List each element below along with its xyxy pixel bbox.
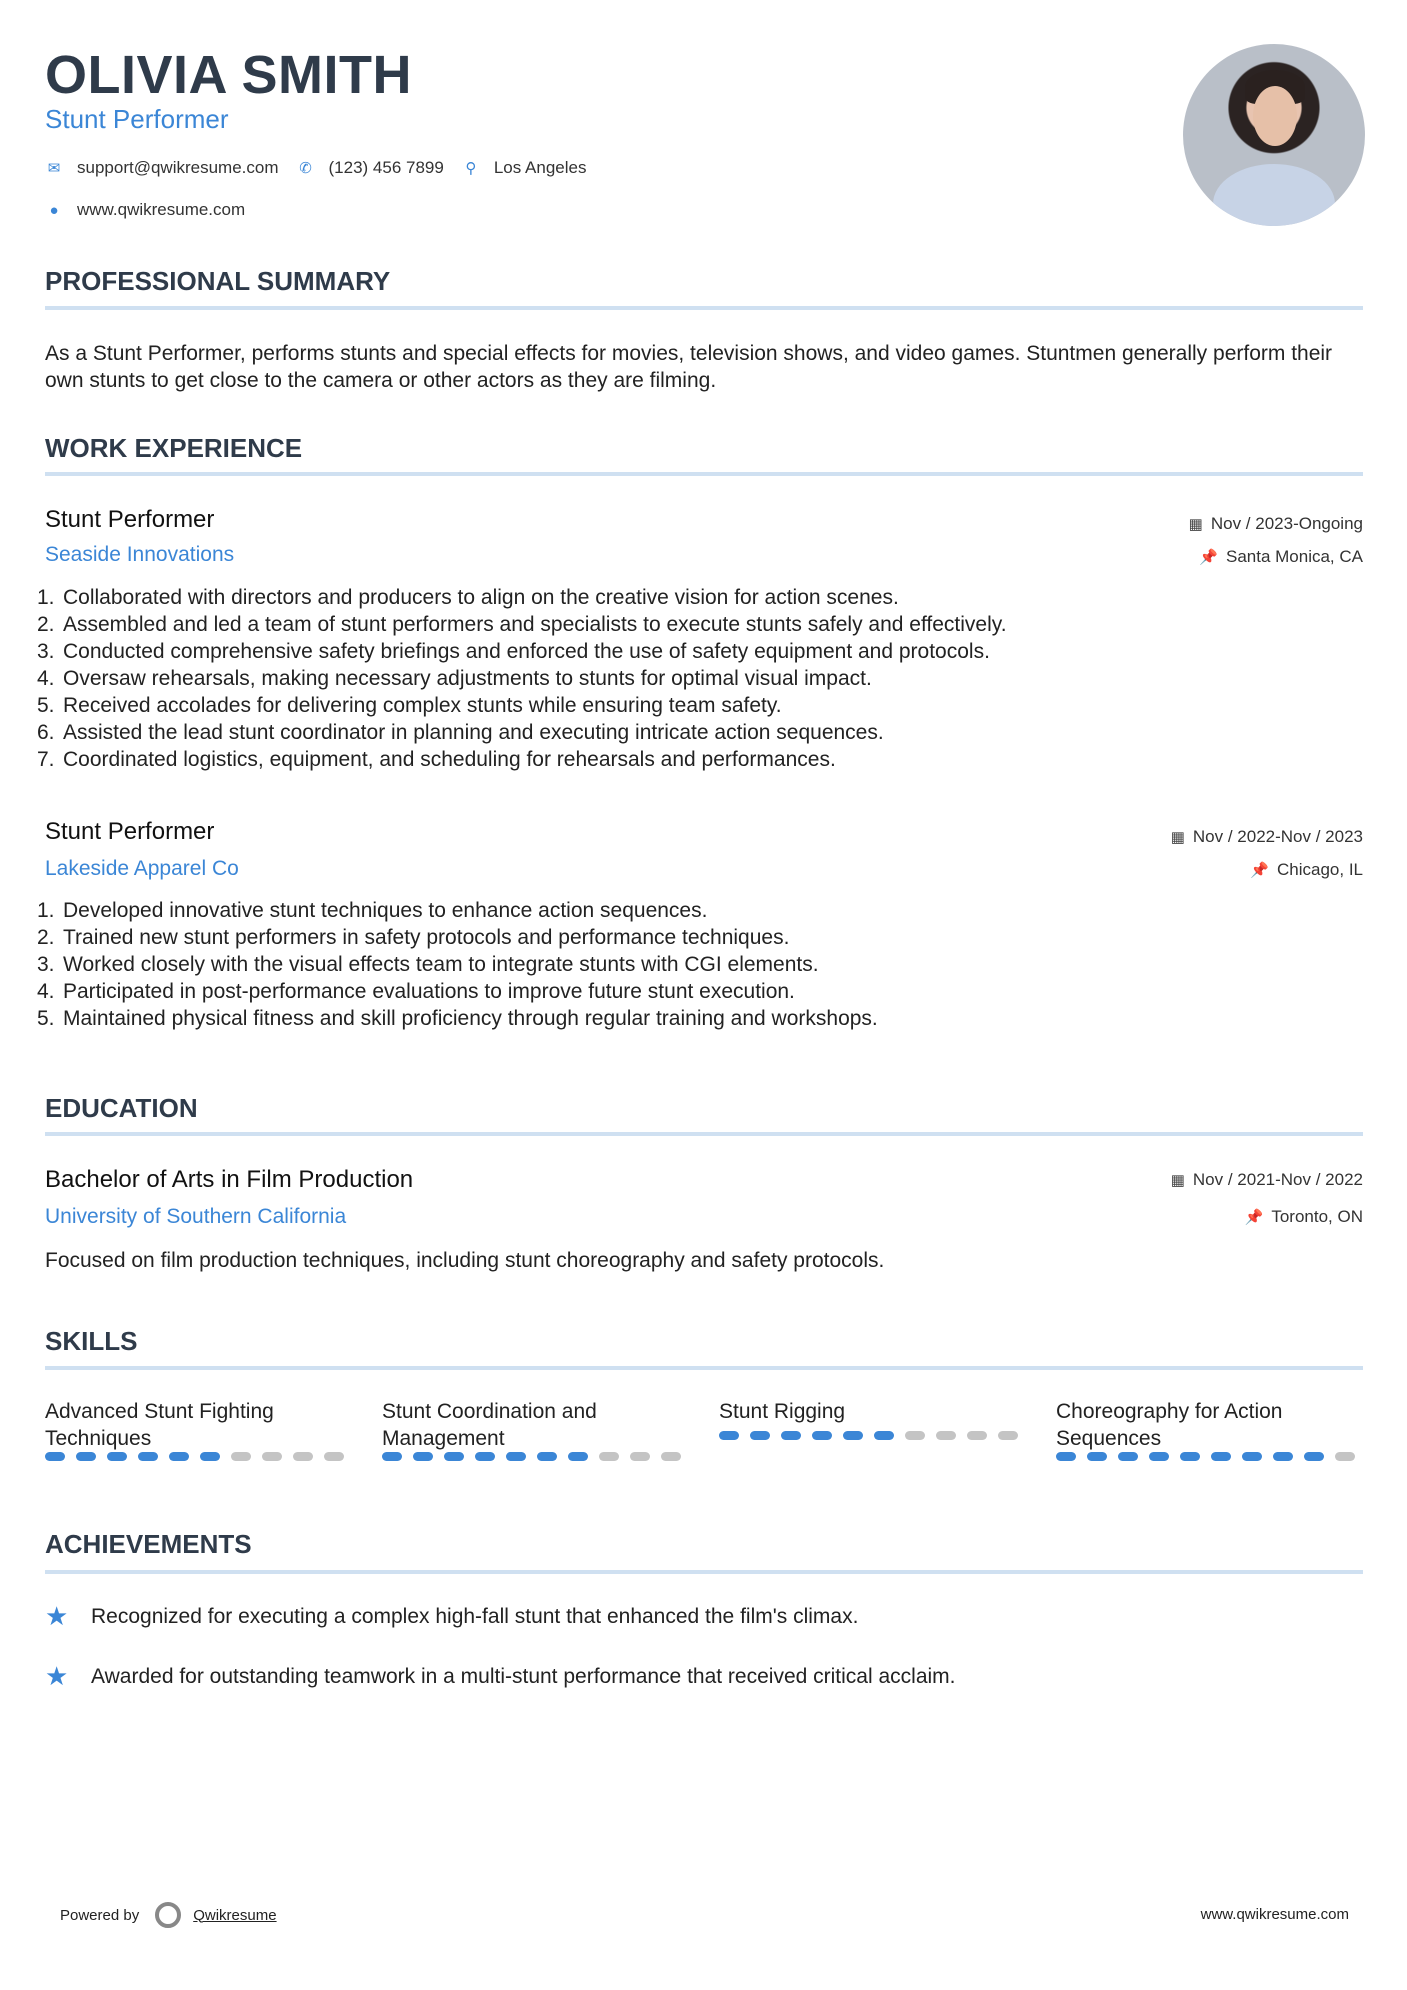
- edu-location: [1245, 1207, 1363, 1227]
- skill-level: [1056, 1452, 1356, 1461]
- footer-website[interactable]: www.qwikresume.com: [1200, 1906, 1349, 1923]
- skills-heading: SKILLS: [45, 1326, 138, 1356]
- profile-photo: [1183, 44, 1365, 226]
- skill-dot: [1087, 1452, 1107, 1461]
- skill-dot: [936, 1431, 956, 1440]
- skill-name: Advanced Stunt Fighting Techniques: [45, 1400, 274, 1450]
- education-heading: EDUCATION: [45, 1093, 198, 1123]
- work-heading: WORK EXPERIENCE: [45, 433, 303, 463]
- location-text: Toronto, ON: [1271, 1207, 1363, 1226]
- skill-item: [45, 1398, 345, 1461]
- skill-item: [719, 1398, 1019, 1440]
- candidate-title: Stunt Performer: [45, 104, 229, 134]
- skill-dot: [599, 1452, 619, 1461]
- edu-dates: [1171, 1170, 1363, 1190]
- skill-dot: [843, 1431, 863, 1440]
- qwikresume-logo-icon: [155, 1902, 181, 1928]
- dates-text: Nov / 2021-Nov / 2022: [1192, 1170, 1363, 1189]
- skill-dot: [630, 1452, 650, 1461]
- skill-dot: [138, 1452, 158, 1461]
- phone-icon: ✆: [299, 160, 312, 177]
- skill-dot: [444, 1452, 464, 1461]
- job-title: Stunt Performer: [45, 506, 215, 533]
- star-icon: ★: [45, 1661, 69, 1691]
- location-text: Chicago, IL: [1277, 860, 1363, 879]
- dates-text: Nov / 2022-Nov / 2023: [1192, 827, 1363, 846]
- achievements-heading: ACHIEVEMENTS: [45, 1529, 252, 1559]
- skill-level: [719, 1431, 1019, 1440]
- skill-dot: [719, 1431, 739, 1440]
- divider: [45, 472, 1363, 476]
- skill-dot: [967, 1431, 987, 1440]
- achievement-item: [45, 1601, 858, 1632]
- skill-dot: [231, 1452, 251, 1461]
- job-company: Seaside Innovations: [45, 543, 235, 566]
- achievement-item: [45, 1661, 956, 1692]
- globe-icon: ●: [49, 201, 59, 219]
- skill-dot: [1118, 1452, 1138, 1461]
- divider: [45, 1132, 1363, 1136]
- list-item: 4. Participated in post-performance evaluations to improve future stunt execution.: [37, 980, 795, 1003]
- list-item: 1. Collaborated with directors and producers to align on the creative vision for action scenes.: [37, 586, 899, 609]
- skill-dot: [537, 1452, 557, 1461]
- job-location: [1250, 860, 1363, 880]
- job-title: Stunt Performer: [45, 818, 215, 845]
- divider: [45, 1366, 1363, 1370]
- skill-dot: [812, 1431, 832, 1440]
- skill-dot: [998, 1431, 1018, 1440]
- skill-dot: [661, 1452, 681, 1461]
- skill-dot: [45, 1452, 65, 1461]
- location-text: Santa Monica, CA: [1225, 547, 1363, 566]
- job-dates: [1171, 827, 1363, 847]
- skill-item: [382, 1398, 682, 1461]
- skill-dot: [1180, 1452, 1200, 1461]
- skill-dot: [76, 1452, 96, 1461]
- skill-dot: [1335, 1452, 1355, 1461]
- job-dates: [1189, 514, 1363, 534]
- skill-dot: [293, 1452, 313, 1461]
- skill-dot: [1211, 1452, 1231, 1461]
- skill-dot: [1304, 1452, 1324, 1461]
- skill-dot: [200, 1452, 220, 1461]
- divider: [45, 1570, 1363, 1574]
- skill-dot: [1056, 1452, 1076, 1461]
- skill-dot: [506, 1452, 526, 1461]
- calendar-icon: ▦: [1188, 516, 1203, 533]
- candidate-name: OLIVIA SMITH: [45, 45, 412, 105]
- list-item: 5. Received accolades for delivering complex stunts while ensuring team safety.: [37, 694, 782, 717]
- calendar-icon: ▦: [1170, 1172, 1185, 1189]
- list-item: 1. Developed innovative stunt techniques to enhance action sequences.: [37, 899, 708, 922]
- footer-powered: [60, 1902, 277, 1928]
- list-item: 2. Trained new stunt performers in safety protocols and performance techniques.: [37, 926, 790, 949]
- list-item: 4. Oversaw rehearsals, making necessary adjustments to stunts for optimal visual impact.: [37, 667, 872, 690]
- summary-heading: PROFESSIONAL SUMMARY: [45, 266, 391, 296]
- map-pin-icon: ⚲: [465, 160, 477, 177]
- list-item: 3. Worked closely with the visual effects team to integrate stunts with CGI elements.: [37, 953, 819, 976]
- school: University of Southern California: [45, 1205, 347, 1228]
- list-item: 6. Assisted the lead stunt coordinator in planning and executing intricate action sequences.: [37, 721, 884, 744]
- skill-dot: [1273, 1452, 1293, 1461]
- skill-level: [382, 1452, 682, 1461]
- job-location: [1199, 547, 1363, 567]
- achievement-text: Recognized for executing a complex high-fall stunt that enhanced the film's climax.: [91, 1604, 859, 1628]
- job-bullets: [37, 897, 1357, 1032]
- summary-text: As a Stunt Performer, performs stunts and special effects for movies, television shows, and video games. Stuntmen generally perform their own stunts to get close to the camera or other actors as they are filming.: [45, 342, 1333, 392]
- skill-name: Choreography for Action Sequences: [1056, 1400, 1283, 1450]
- list-item: 7. Coordinated logistics, equipment, and scheduling for rehearsals and performances.: [37, 748, 836, 771]
- skill-dot: [169, 1452, 189, 1461]
- brand-link[interactable]: Qwikresume: [193, 1906, 277, 1924]
- divider: [45, 306, 1363, 310]
- contact-row: [45, 158, 604, 178]
- pin-icon: 📌: [1199, 549, 1218, 566]
- job-company: Lakeside Apparel Co: [45, 857, 239, 880]
- achievement-text: Awarded for outstanding teamwork in a multi-stunt performance that received critical acclaim.: [91, 1664, 956, 1688]
- list-item: 5. Maintained physical fitness and skill proficiency through regular training and workshops.: [37, 1007, 878, 1030]
- location: Los Angeles: [493, 158, 587, 177]
- pin-icon: 📌: [1250, 862, 1269, 879]
- job-bullets: [37, 584, 1357, 773]
- skill-dot: [905, 1431, 925, 1440]
- calendar-icon: ▦: [1170, 829, 1185, 846]
- skill-dot: [781, 1431, 801, 1440]
- skill-dot: [413, 1452, 433, 1461]
- skill-name: Stunt Rigging: [719, 1400, 846, 1423]
- website[interactable]: www.qwikresume.com: [77, 200, 246, 219]
- skill-dot: [382, 1452, 402, 1461]
- skill-level: [45, 1452, 345, 1461]
- list-item: 3. Conducted comprehensive safety briefings and enforced the use of safety equipment and protocols.: [37, 640, 990, 663]
- dates-text: Nov / 2023-Ongoing: [1210, 514, 1363, 533]
- skill-dot: [1242, 1452, 1262, 1461]
- powered-by-label: Powered by: [60, 1906, 140, 1924]
- skill-dot: [750, 1431, 770, 1440]
- skill-dot: [262, 1452, 282, 1461]
- phone: (123) 456 7899: [328, 158, 444, 177]
- email[interactable]: support@qwikresume.com: [77, 158, 279, 177]
- degree: Bachelor of Arts in Film Production: [45, 1166, 414, 1193]
- skill-dot: [107, 1452, 127, 1461]
- edu-description: Focused on film production techniques, including stunt choreography and safety protocols.: [45, 1249, 885, 1272]
- skill-dot: [1149, 1452, 1169, 1461]
- skill-dot: [568, 1452, 588, 1461]
- skill-dot: [324, 1452, 344, 1461]
- star-icon: ★: [45, 1601, 69, 1631]
- skill-name: Stunt Coordination and Management: [382, 1400, 597, 1450]
- list-item: 2. Assembled and led a team of stunt performers and specialists to execute stunts safely and effectively.: [37, 613, 1007, 636]
- skills-grid: [45, 1398, 1363, 1508]
- envelope-icon: ✉: [47, 160, 61, 177]
- pin-icon: 📌: [1244, 1209, 1264, 1226]
- skill-item: [1056, 1398, 1356, 1461]
- website-row: [45, 200, 263, 220]
- skill-dot: [874, 1431, 894, 1440]
- skill-dot: [475, 1452, 495, 1461]
